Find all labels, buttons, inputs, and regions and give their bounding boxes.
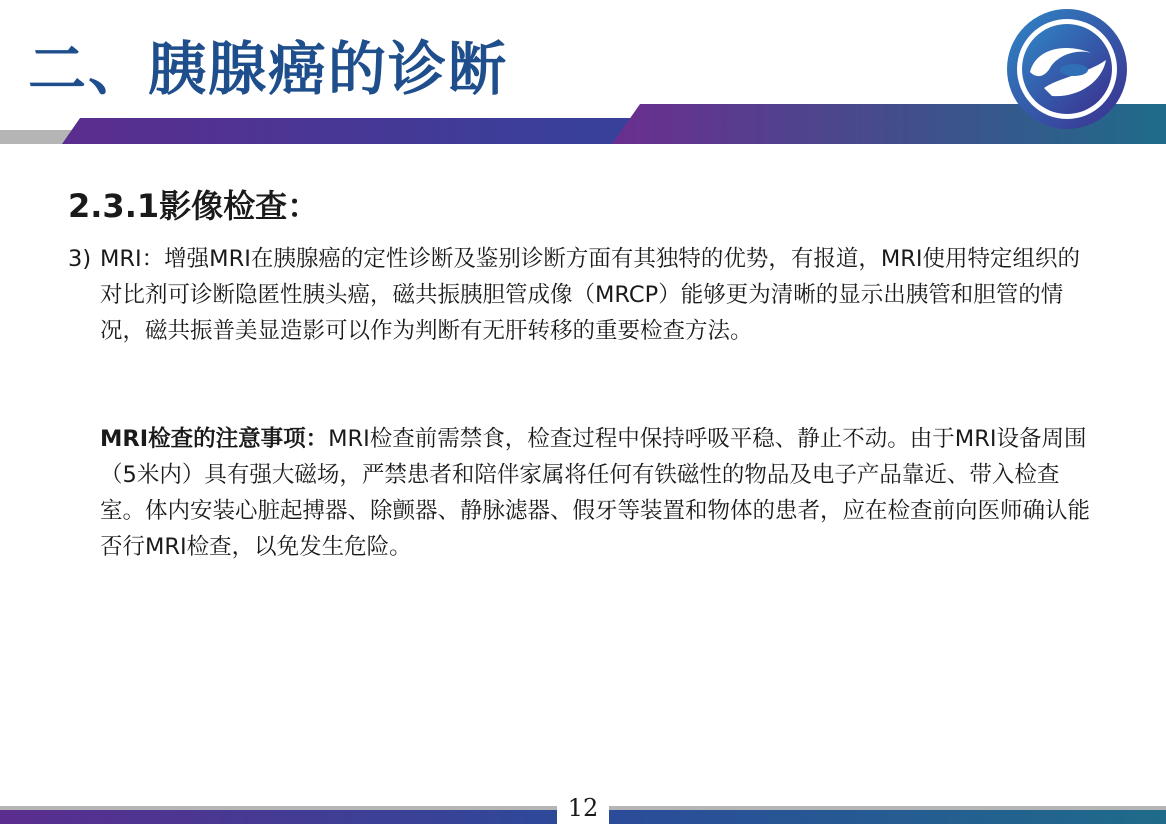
paragraph-mri-precautions	[100, 421, 1096, 565]
paragraph-text: MRI：增强MRI在胰腺癌的定性诊断及鉴别诊断方面有其独特的优势，有报道，MRI使用特定组织的对比剂可诊断隐匿性胰头癌，磁共振胰胆管成像（MRCP）能够更为清晰的显示出胰管和胆管的情况，磁共振普美显造影可以作为判断有无肝转移的重要检查方法。	[100, 246, 1081, 344]
header-decorative-band	[0, 104, 1166, 144]
paragraph-text: MRI检查前需禁食，检查过程中保持呼吸平稳、静止不动。由于MRI设备周围（5米内）具有强大磁场，严禁患者和陪伴家属将任何有铁磁性的物品及电子产品靠近、带入检查室。体内安装心脏起搏器、除颤器、静脉滤器、假牙等装置和物体的患者，应在检查前向医师确认能否行MRI检查，以免发生危险。	[100, 426, 1091, 560]
paragraph-lead: MRI检查的注意事项：	[100, 426, 329, 452]
page-number: 12	[557, 793, 609, 824]
page-title: 二、胰腺癌的诊断	[28, 35, 509, 103]
section-heading: 2.3.1影像检查：	[68, 187, 320, 225]
paragraph-mri	[68, 241, 1096, 349]
paragraph-number: 3)	[68, 246, 92, 272]
hospital-logo-icon	[1006, 8, 1128, 130]
